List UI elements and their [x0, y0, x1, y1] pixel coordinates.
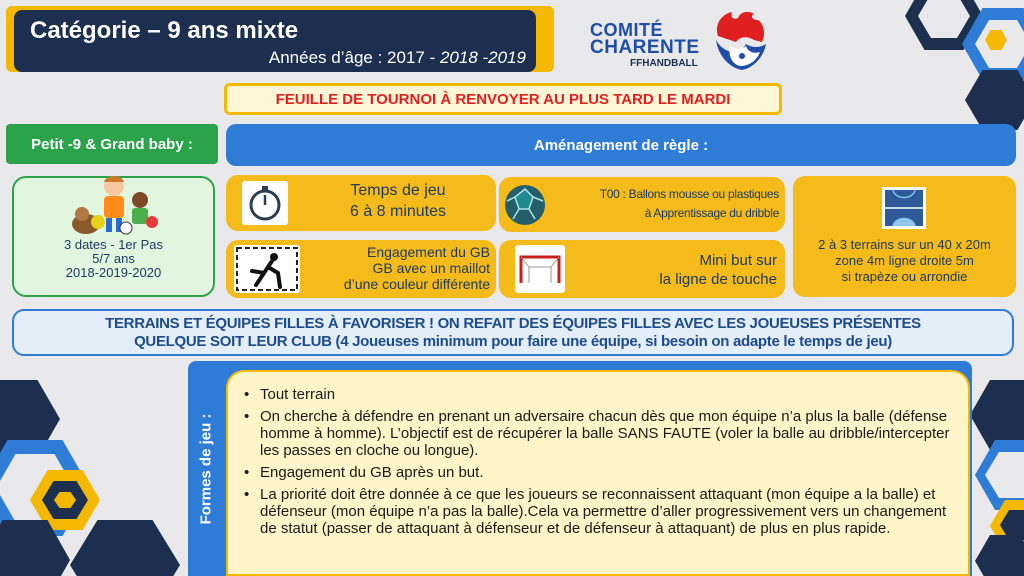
- goal-icon: [515, 245, 565, 293]
- first-steps-card: [12, 176, 215, 297]
- court-icon: [881, 186, 927, 230]
- logo-line-1: COMITÉ: [590, 20, 663, 40]
- ball-line-1: T00 : Ballons mousse ou plastiques: [599, 187, 779, 201]
- first-steps-line-1: 3 dates - 1er Pas: [64, 237, 163, 252]
- girls-teams-notice: [12, 309, 1014, 356]
- ball-text: [600, 185, 779, 223]
- page-title: Catégorie – 9 ans mixte: [30, 17, 299, 44]
- goalkeeper-line-2: GB avec un maillot: [372, 260, 490, 276]
- goal-icon-frame: [515, 245, 565, 293]
- years-label: [269, 48, 526, 68]
- years-italic: 2018 -2019: [439, 48, 526, 67]
- fields-line-3: si trapèze ou arrondie: [841, 269, 968, 284]
- logo-line-2: CHARENTE: [590, 37, 700, 58]
- playing-time-line-1: Temps de jeu: [350, 182, 446, 199]
- notice-line-2: QUELQUE SOIT LEUR CLUB (4 Joueuses minimum pour faire une équipe, si besoin on adapte le temps de jeu): [134, 333, 892, 350]
- mini-goal-line-2: la ligne de touche: [659, 271, 777, 288]
- category-label: Petit -9 & Grand baby :: [6, 124, 218, 164]
- list-item: • On cherche à défendre en prenant un adversaire chacun dès que mon équipe n’a plus la balle (défense homme à homme). L’objectif est de récupérer la balle SANS FAUTE (voler la balle au dribble/intercepter les passes en cloche ou longue).: [242, 408, 958, 459]
- goalkeeper-line-1: Engagement du GB: [367, 244, 490, 260]
- game-forms-list: [226, 370, 970, 576]
- goalkeeper-icon-frame: [234, 245, 300, 293]
- decor-hexagon: [970, 380, 1024, 450]
- notice-line-1: TERRAINS ET ÉQUIPES FILLES À FAVORISER ! ON REFAIT DES ÉQUIPES FILLES AVEC LES JOUEUSES PRÉSENTES: [105, 315, 921, 332]
- handball-icon: [503, 183, 547, 227]
- rule-card-fields: [793, 176, 1016, 297]
- decor-hexagon: [965, 70, 1024, 130]
- goalkeeper-icon: [234, 245, 300, 293]
- fields-line-2: zone 4m ligne droite 5m: [835, 253, 974, 268]
- first-steps-line-2: 5/7 ans: [92, 251, 135, 266]
- rule-card-mini-goal: [499, 240, 785, 298]
- fields-text: [793, 237, 1016, 285]
- rule-card-playing-time: [226, 175, 496, 231]
- goalkeeper-line-3: d’une couleur différente: [343, 276, 490, 292]
- stopwatch-icon: [242, 181, 288, 225]
- ball-line-2: à Apprentissage du dribble: [644, 206, 779, 220]
- rule-card-goalkeeper: [226, 240, 496, 298]
- rules-title: Aménagement de règle :: [226, 124, 1016, 166]
- first-steps-line-3: 2018-2019-2020: [65, 265, 162, 280]
- decor-hexagon: [70, 520, 180, 576]
- stopwatch-icon-frame: [242, 181, 288, 225]
- tournament-sheet-banner: FEUILLE DE TOURNOI À RENVOYER AU PLUS TARD LE MARDI: [224, 83, 782, 115]
- playing-time-text: [330, 180, 466, 222]
- first-steps-text: [14, 238, 213, 280]
- playing-time-line-2: 6 à 8 minutes: [349, 203, 447, 220]
- game-forms-label: [188, 361, 224, 576]
- mini-goal-text: [659, 251, 777, 289]
- title-block: [6, 6, 554, 72]
- rooster-logo-icon: [708, 6, 770, 72]
- decor-hexagon: [975, 535, 1024, 576]
- rule-card-ball: [499, 177, 785, 232]
- title-panel: [14, 10, 536, 72]
- goalkeeper-text: [344, 244, 490, 292]
- list-item: • La priorité doit être donnée à ce que les joueurs se reconnaissent attaquant (mon équipe a la balle) et défenseur (mon équipe n’a pas la balle).Cela va permettre d’aller progressivement vers un changement de statut (passer de attaquant à défenseur et de défenseur à attaquant) de plus en plus rapide.: [242, 486, 958, 537]
- list-item: • Tout terrain: [242, 386, 958, 403]
- mini-goal-line-1: Mini but sur: [699, 252, 777, 269]
- logo-line-3: FFHANDBALL: [630, 58, 698, 69]
- committee-logo: [590, 22, 700, 69]
- fields-line-1: 2 à 3 terrains sur un 40 x 20m: [818, 237, 991, 252]
- game-forms-title: Formes de jeu :: [197, 413, 215, 524]
- list-item: • Engagement du GB après un but.: [242, 464, 958, 481]
- kids-illustration-icon: [66, 172, 166, 238]
- years-text: Années d’âge : 2017 -: [268, 48, 440, 67]
